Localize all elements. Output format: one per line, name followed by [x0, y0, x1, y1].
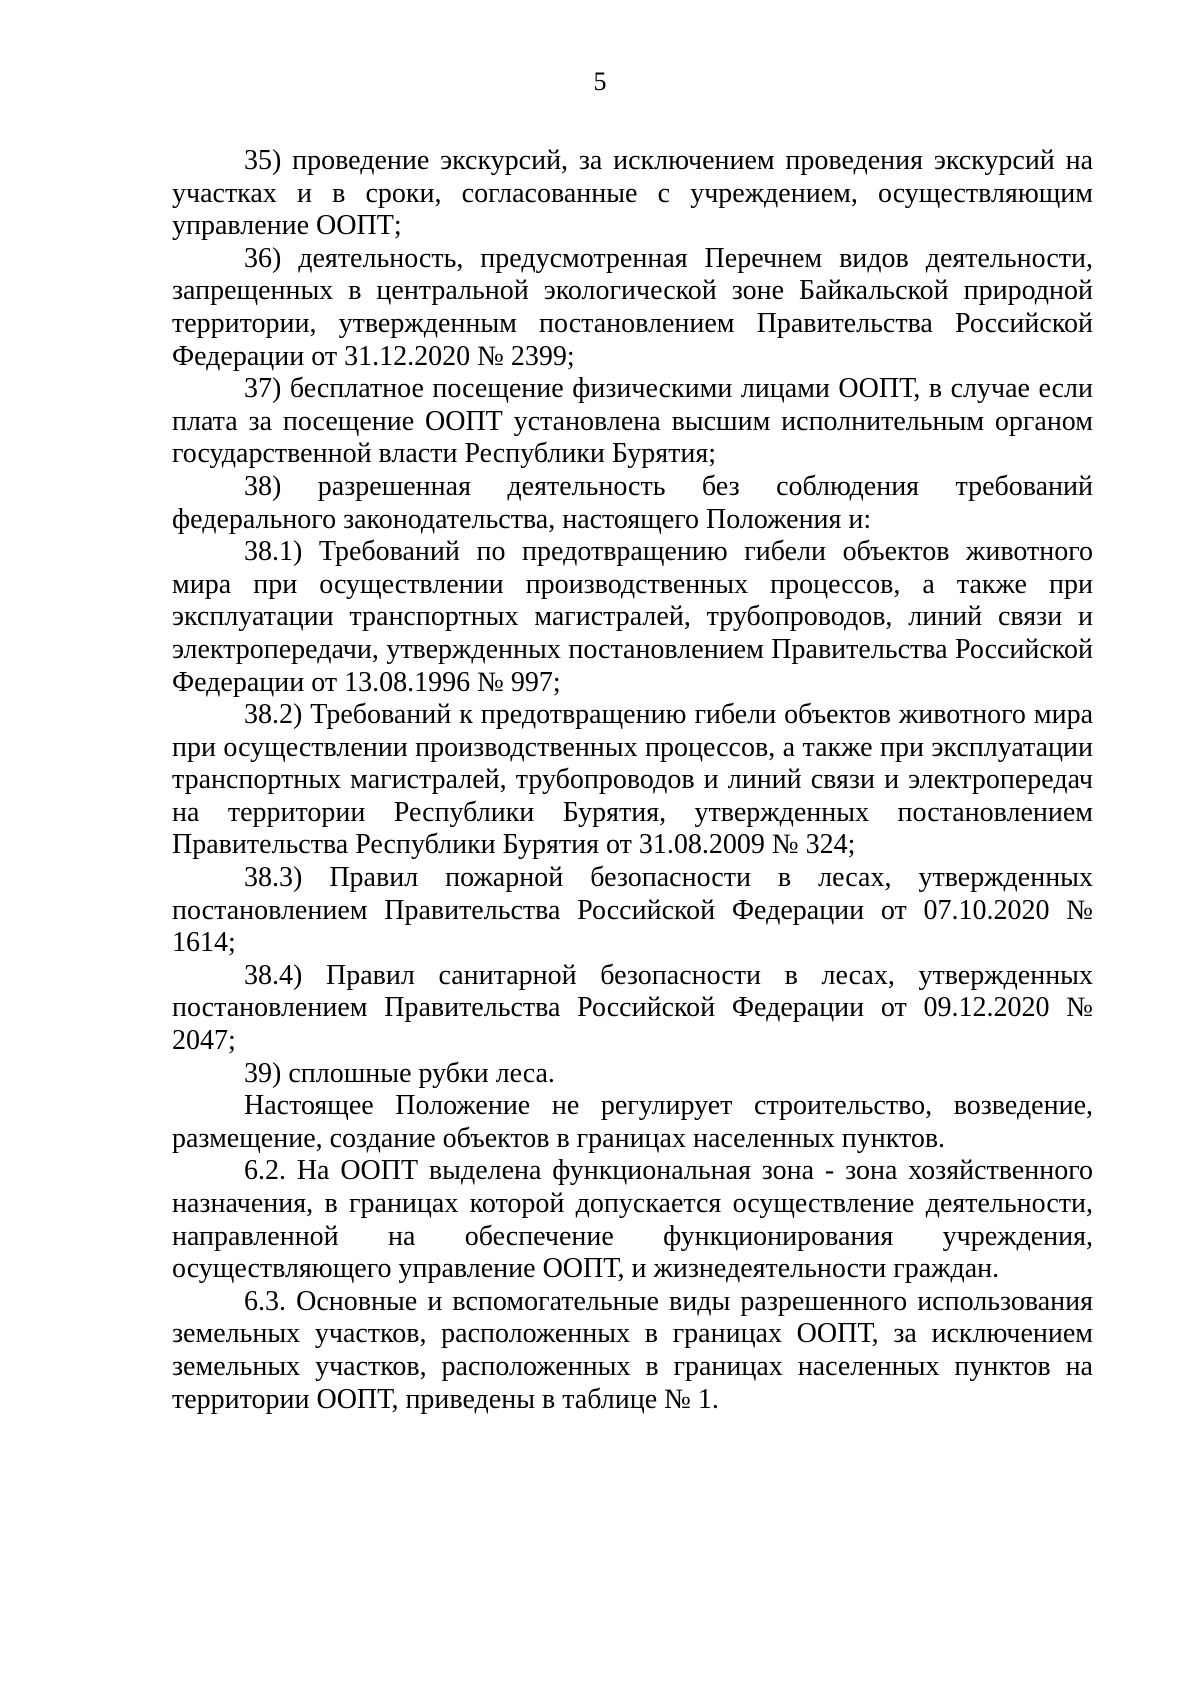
paragraph-item-36: 36) деятельность, предусмотренная Перечнем видов деятельности, запрещенных в центральной экологической зоне Байкальской природной территории, утвержденным постановлением Правительства Российской Федерации от 31.12.2020 № 2399;	[172, 242, 1093, 372]
paragraph-item-37: 37) бесплатное посещение физическими лицами ООПТ, в случае если плата за посещение ООПТ установлена высшим исполнительным органом государственной власти Республики Бурятия;	[172, 373, 1093, 470]
paragraph-section-6-2: 6.2. На ООПТ выделена функциональная зона - зона хозяйственного назначения, в границах которой допускается осуществление деятельности, направленной на обеспечение функционирования учреждения, осуществляющего управление ООПТ, и жизнедеятельности граждан.	[172, 1155, 1093, 1285]
paragraph-item-38: 38) разрешенная деятельность без соблюдения требований федерального законодательства, настоящего Положения и:	[172, 470, 1093, 535]
paragraph-item-38-3: 38.3) Правил пожарной безопасности в лесах, утвержденных постановлением Правительства Российской Федерации от 07.10.2020 № 1614;	[172, 862, 1093, 959]
paragraph-item-38-1: 38.1) Требований по предотвращению гибели объектов животного мира при осуществлении производственных процессов, а также при эксплуатации транспортных магистралей, трубопроводов, линий связи и электропередачи, утвержденных постановлением Правительства Российской Федерации от 13.08.1996 № 997;	[172, 536, 1093, 698]
paragraph-section-6-3: 6.3. Основные и вспомогательные виды разрешенного использования земельных участков, расположенных в границах ООПТ, за исключением земельных участков, расположенных в границах населенных пунктов на территории ООПТ, приведены в таблице № 1.	[172, 1285, 1093, 1415]
paragraph-item-38-2: 38.2) Требований к предотвращению гибели объектов животного мира при осуществлении производственных процессов, а также при эксплуатации транспортных магистралей, трубопроводов и линий связи и электропередач на территории Республики Бурятия, утвержденных постановлением Правительства Республики Бурятия от 31.08.2009 № 324;	[172, 699, 1093, 861]
paragraph-item-35: 35) проведение экскурсий, за исключением проведения экскурсий на участках и в сроки, согласованные с учреждением, осуществляющим управление ООПТ;	[172, 145, 1093, 242]
paragraph-item-39: 39) сплошные рубки леса.	[244, 1057, 555, 1089]
paragraph-item-38-4: 38.4) Правил санитарной безопасности в лесах, утвержденных постановлением Правительства Российской Федерации от 09.12.2020 № 2047;	[172, 959, 1093, 1057]
document-body	[172, 145, 1093, 1416]
paragraph-regulation-note: Настоящее Положение не регулирует строительство, возведение, размещение, создание объектов в границах населенных пунктов.	[172, 1090, 1093, 1154]
page-number: 5	[593, 67, 607, 96]
